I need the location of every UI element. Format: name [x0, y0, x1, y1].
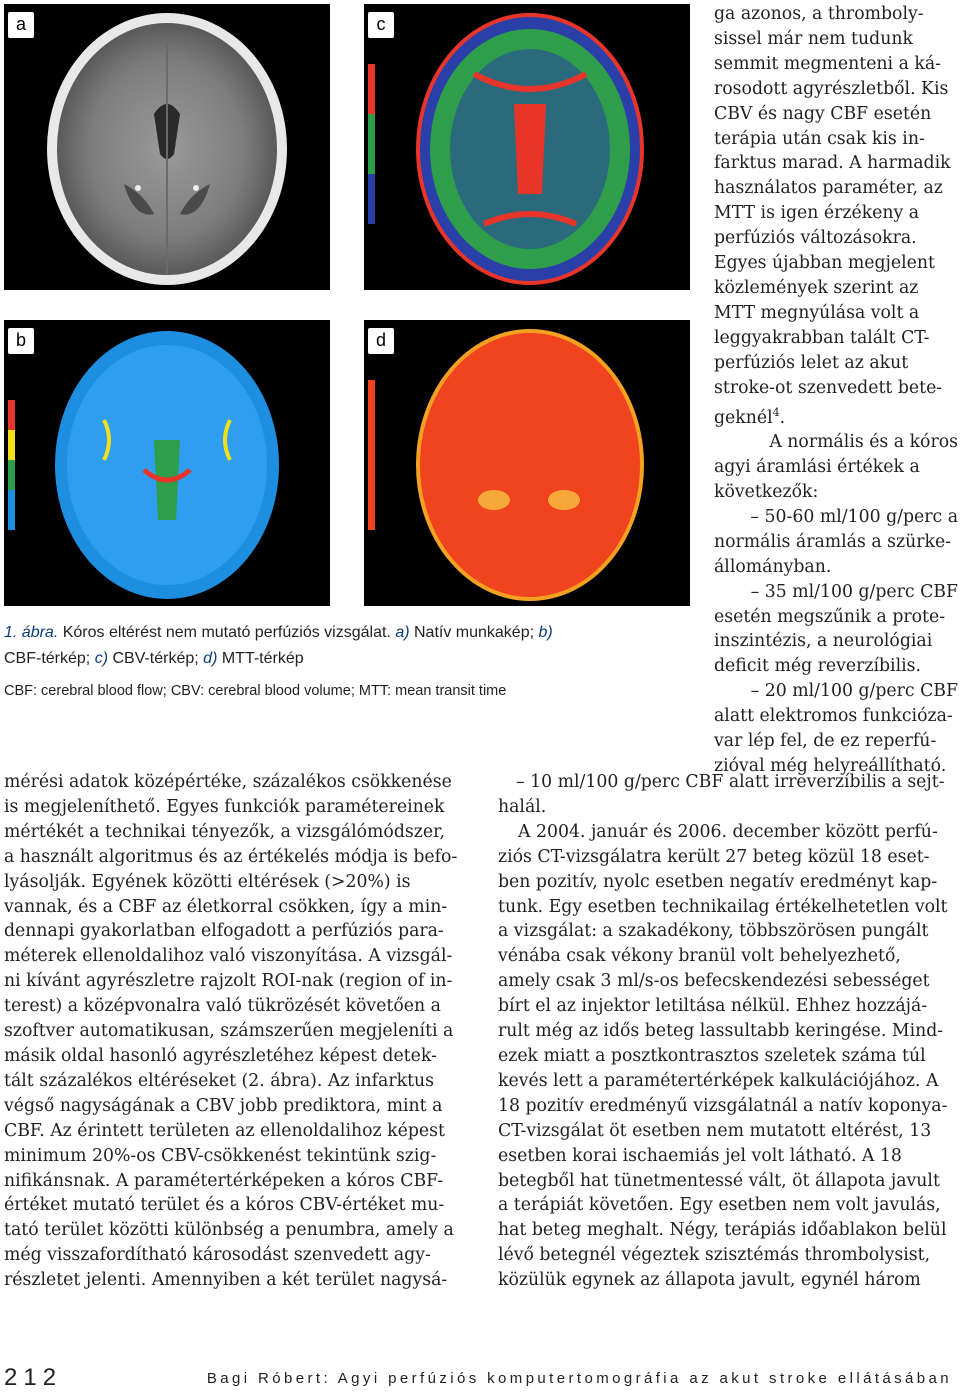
- caption-key-a: a): [395, 624, 410, 641]
- text-line: mérési adatok középértéke, százalékos csökkenése: [4, 772, 452, 792]
- caption-line-1: [4, 620, 704, 646]
- text-line: 18 pozitív eredményű vizsgálatnál a natív koponya-: [498, 1095, 948, 1116]
- text-line: hat beteg meghalt. Négy, terápiás időablakon belül: [498, 1220, 947, 1241]
- figure-panel-a-ct: [4, 4, 330, 290]
- text-line: MTT is igen érzékeny a: [714, 203, 920, 224]
- text-line: A 2004. január és 2006. december között perfú-: [518, 821, 938, 842]
- caption-text-b: CBF-térkép;: [4, 650, 95, 667]
- text-line: stroke-ot szenvedett bete-: [714, 377, 943, 398]
- text-line: ga azonos, a thromboly-: [714, 4, 924, 24]
- text-line: terápia után csak kis in-: [714, 128, 925, 149]
- text-line: – 20 ml/100 g/perc CBF: [750, 681, 958, 702]
- text-line: inszintézis, a neurológiai: [714, 631, 933, 652]
- caption-line-2: [4, 646, 704, 672]
- text-line: a vizsgálat: a szakadékony, többszörösen pungált: [498, 921, 929, 942]
- right-column-top: [714, 2, 958, 779]
- text-line: tált százalékos eltéréseket (2. ábra). Az infarktus: [4, 1070, 435, 1091]
- ct-brain-image: [4, 4, 330, 290]
- text-line: is megjeleníthető. Egyes funkciók paramétereinek: [4, 796, 445, 817]
- text-line: másik oldal hasonló agyrészletéhez képest detek-: [4, 1045, 437, 1066]
- text-line: részletet jelenti. Amennyiben a két terület nagysá-: [4, 1270, 448, 1291]
- caption-key-c: c): [94, 650, 109, 667]
- text-line: lyásolják. Egyének közötti eltérések (>20%) is: [4, 871, 411, 892]
- text-line: perfúziós lelet az akut: [714, 352, 909, 373]
- caption-figure-number: 1. ábra.: [4, 624, 59, 641]
- text-line: esetén megszűnik a prote-: [714, 606, 946, 627]
- text-line: alatt elektromos funkcióza-: [714, 706, 953, 727]
- text-line: halál.: [498, 796, 547, 817]
- cbf-map-image: [4, 320, 330, 606]
- text-line: tunk. Egy esetben technikailag értékelhetetlen volt: [498, 896, 948, 917]
- text-line: kevés lett a paramétertérképek kalkulációjához. A: [498, 1070, 939, 1091]
- text-line: Egyes újabban megjelent: [714, 253, 935, 274]
- text-line: rult még az idős beteg lassultabb keringése. Mind-: [498, 1021, 944, 1042]
- text-line: nifikánsnak. A paramétertérképeken a kóros CBF-: [4, 1170, 444, 1191]
- panel-label-d: d: [368, 328, 394, 354]
- figure-abbreviations: CBF: cerebral blood flow; CBV: cerebral blood volume; MTT: mean transit time: [4, 683, 507, 699]
- text-line: CBV és nagy CBF esetén: [714, 103, 932, 124]
- text-line: használatos paraméter, az: [714, 178, 943, 199]
- caption-key-b: b): [538, 624, 553, 641]
- caption-text-a: Natív munkakép;: [409, 624, 539, 641]
- text-line: állományban.: [714, 556, 832, 577]
- figure-panel-b-cbf: [4, 320, 330, 606]
- text-line: a használt algoritmus és az értékelés módja is befo-: [4, 846, 458, 867]
- text-line: lévő betegnél végeztek szisztémás thrombolysist,: [498, 1245, 931, 1266]
- text-line: MTT megnyúlása volt a: [714, 302, 920, 323]
- text-line: még visszafordítható károsodást szenvedett agy-: [4, 1245, 431, 1266]
- text-line: terest) a középvonalra való tükrözését követően a: [4, 996, 441, 1017]
- figure-caption: [4, 620, 704, 672]
- text-line: – 35 ml/100 g/perc CBF: [750, 581, 958, 602]
- page-number: 212: [4, 1364, 63, 1391]
- cbv-map-image: [364, 4, 690, 290]
- text-line: normális áramlás a szürke-: [714, 531, 952, 552]
- text-line: végső nagyságának a CBV jobb prediktora, mint a: [4, 1095, 443, 1116]
- caption-text-c: CBV-térkép;: [108, 650, 204, 667]
- text-line: CT-vizsgálat öt esetben nem mutatott eltérést, 13: [498, 1120, 932, 1141]
- caption-key-d: d): [203, 650, 218, 667]
- text-line: következők:: [714, 481, 819, 502]
- panel-label-b: b: [8, 328, 34, 354]
- text-line: közlemények szerint az: [714, 277, 919, 298]
- left-column-body: [4, 770, 464, 1293]
- text-line: ezek miatt a posztkontrasztos szeletek száma túl: [498, 1045, 926, 1066]
- figure-panel-c-cbv: [364, 4, 690, 290]
- text-line: esetben korai ischaemiás jel volt látható. A 18: [498, 1145, 902, 1166]
- caption-title: Kóros eltérést nem mutató perfúziós vizsgálat.: [58, 624, 396, 641]
- text-line: minimum 20%-os CBV-csökkenést tekintünk szig-: [4, 1145, 437, 1166]
- panel-label-a: a: [8, 12, 34, 38]
- text-line: leggyakrabban talált CT-: [714, 327, 930, 348]
- text-line: tató terület közötti különbség a penumbra, amely a: [4, 1220, 454, 1241]
- text-line: CBF. Az érintett területen az ellenoldalihoz képest: [4, 1120, 445, 1141]
- caption-text-d: MTT-térkép: [217, 650, 304, 667]
- figure-panel-d-mtt: [364, 320, 690, 606]
- text-line: A normális és a kóros: [769, 432, 958, 453]
- text-line: perfúziós változásokra.: [714, 228, 917, 249]
- text-line: közülük egynek az állapota javult, egynél három: [498, 1270, 921, 1291]
- text-line: értéket mutató terület és a kóros CBV-értéket mu-: [4, 1195, 445, 1216]
- text-line: betegből hat tünetmentessé vált, öt állapota javult: [498, 1170, 940, 1191]
- text-line: – 10 ml/100 g/perc CBF alatt irreverzíbilis a sejt-: [516, 772, 945, 792]
- panel-label-c: c: [368, 12, 394, 38]
- text-line: ziós CT-vizsgálatra került 27 beteg közül 18 eset-: [498, 846, 930, 867]
- right-column-body: [498, 770, 958, 1293]
- text-line: var lép fel, de ez reperfú-: [714, 731, 937, 752]
- text-line: mértékét a technikai tényezők, a vizsgálómódszer,: [4, 821, 445, 842]
- text-line: ni kívánt agyrészletre rajzolt ROI-nak (region of in-: [4, 971, 453, 992]
- mtt-map-image: [364, 320, 690, 606]
- text-line: deficit még reverzíbilis.: [714, 656, 922, 677]
- text-line: semmit megmenteni a ká-: [714, 53, 941, 74]
- text-line: farktus marad. A harmadik: [714, 153, 951, 174]
- text-line: vénába csak vékony branül volt behelyezhető,: [498, 946, 901, 967]
- running-title: Bagi Róbert: Agyi perfúziós komputertomográfia az akut stroke ellátásában: [206, 1370, 952, 1387]
- text-line: amely csak 3 ml/s-os befecskendezési sebességet: [498, 971, 930, 992]
- text-line: agyi áramlási értékek a: [714, 457, 920, 478]
- text-line: a terápiát követően. Egy esetben nem volt javulás,: [498, 1195, 941, 1216]
- text-line: ben pozitív, nyolc esetben negatív eredményt kap-: [498, 871, 938, 892]
- text-line: geknél$^4$.: [714, 405, 786, 428]
- text-line: bírt el az injektor letiltása nélkül. Ehhez hozzájá-: [498, 996, 928, 1017]
- text-line: – 50-60 ml/100 g/perc a: [750, 506, 958, 527]
- text-line: zióval még helyreállítható.: [714, 755, 947, 776]
- text-line: szoftver automatikusan, számszerűen megjeleníti a: [4, 1021, 454, 1042]
- text-line: rosodott agyrészletből. Kis: [714, 78, 949, 99]
- text-line: dennapi gyakorlatban elfogadott a perfúziós para-: [4, 921, 444, 942]
- text-line: méterek ellenoldalihoz való viszonyítása. A vizsgál-: [4, 946, 453, 967]
- text-line: vannak, és a CBF az életkorral csökken, így a min-: [4, 896, 448, 917]
- text-line: sissel már nem tudunk: [714, 28, 913, 49]
